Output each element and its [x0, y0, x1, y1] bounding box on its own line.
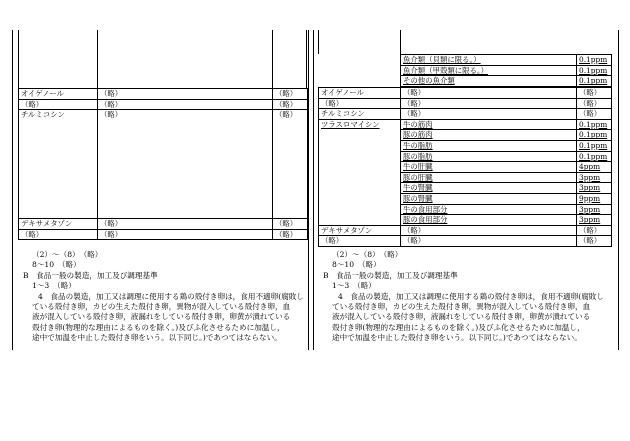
text-line: 液が混入している殻付き卵，液漏れをしている殻付き卵，卵黄が潰れている: [32, 312, 291, 322]
table-row: [401, 65, 612, 76]
food-cell: その他の魚介類: [401, 76, 577, 87]
table-row: [319, 236, 612, 247]
substance-name: （略）: [319, 98, 401, 109]
value-cell: （略）: [577, 88, 612, 99]
table-row: [19, 89, 308, 100]
value-cell: （略）: [577, 109, 612, 120]
paragraph-4: [318, 292, 616, 344]
value-cell: 0.1ppm: [577, 130, 612, 141]
right-page-border: [618, 30, 619, 350]
food-cell: 豚の肝臓: [401, 172, 577, 183]
food-cell: （略）: [401, 109, 577, 120]
food-cell: 魚介類（甲殻類に限る。）: [401, 65, 577, 76]
text-line: （2）～（8） （略）: [332, 250, 403, 259]
text-line: 1～3 （略）: [32, 281, 76, 291]
table-row: [19, 110, 308, 219]
text-line: （2）～（8） （略）: [32, 250, 103, 259]
substance-name: （略）: [19, 229, 98, 240]
table-row: [319, 109, 612, 120]
substance-name-tulathromycin: ツラスロマイシン: [319, 119, 401, 225]
left-body-text: [18, 250, 308, 344]
food-cell: 牛の食用部分: [401, 204, 577, 215]
text-line: 途中で加温を中止した殻付き卵をいう。以下同じ。)であつてはならない。: [332, 333, 582, 343]
value-cell: （略）: [577, 236, 612, 247]
right-body-text: [318, 250, 616, 344]
text-line: 途中で加温を中止した殻付き卵をいう。以下同じ。)であつてはならない。: [32, 333, 282, 343]
text-line: 4 食品の製造，加工又は調理に使用する鶏の殻付き卵は，食用不適卵(腐敗し: [338, 291, 604, 301]
value-cell: （略）: [273, 89, 308, 100]
substance-name: チルミコシン: [319, 109, 401, 120]
left-table-col-line: [272, 30, 273, 88]
food-cell: （略）: [401, 236, 577, 247]
text-line: B 食品一般の製造，加工及び調理基準: [23, 270, 158, 280]
value-cell: （略）: [273, 219, 308, 230]
value-cell: 0.1ppm: [577, 119, 612, 130]
limit-cell: （略）: [98, 99, 273, 110]
value-cell: 0.1ppm: [577, 151, 612, 162]
food-cell: 豚の腎臓: [401, 193, 577, 204]
substance-name: （略）: [319, 236, 401, 247]
value-cell: 0.1ppm: [577, 65, 612, 76]
paragraph-4: [18, 292, 308, 344]
food-cell: 豚の筋肉: [401, 130, 577, 141]
value-cell: 4ppm: [577, 162, 612, 173]
text-line: 1～3 （略）: [332, 281, 376, 291]
food-cell: 牛の肝臓: [401, 162, 577, 173]
left-page-border: [12, 30, 13, 350]
value-cell: 9ppm: [577, 193, 612, 204]
food-cell: 魚介類（貝類に限る。）: [401, 55, 577, 66]
food-cell: （略）: [401, 88, 577, 99]
right-residue-table: [318, 87, 612, 247]
text-line: 殻付き卵(物理的な理由によるものを除く。)及びふ化させるために加温し，: [32, 322, 285, 332]
food-cell: 牛の腎臓: [401, 183, 577, 194]
table-row: [319, 225, 612, 236]
left-residue-table: [18, 88, 308, 240]
substance-name: オイゲノール: [19, 89, 98, 100]
value-cell: 0.1ppm: [577, 55, 612, 66]
text-line: ている殻付き卵，カビの生えた殻付き卵，異物が混入している殻付き卵，血: [332, 302, 591, 312]
limit-cell: （略）: [98, 219, 273, 230]
center-divider-right: [313, 30, 314, 350]
limit-cell: （略）: [98, 229, 273, 240]
right-table-col-line: [318, 30, 319, 54]
text-line: 8～10 （略）: [32, 260, 81, 270]
limit-cell: （略）: [98, 89, 273, 100]
left-table-col-line: [18, 30, 19, 88]
food-cell: 牛の脂肪: [401, 140, 577, 151]
table-row: [319, 88, 612, 99]
left-table-col-line: [306, 30, 307, 88]
substance-name: デキサメタゾン: [19, 219, 98, 230]
limit-cell: （略）: [98, 110, 273, 219]
value-cell: 0.1ppm: [577, 76, 612, 87]
text-line: 液が混入している殻付き卵，液漏れをしている殻付き卵，卵黄が潰れている: [332, 312, 591, 322]
food-cell: 豚の食用部分: [401, 215, 577, 226]
value-cell: （略）: [577, 98, 612, 109]
substance-name: チルミコシン: [19, 110, 98, 219]
left-table-col-line: [97, 30, 98, 88]
value-cell: （略）: [273, 110, 308, 219]
food-cell: （略）: [401, 225, 577, 236]
value-cell: 0.1ppm: [577, 140, 612, 151]
table-row: [19, 219, 308, 230]
value-cell: （略）: [273, 99, 308, 110]
value-cell: （略）: [273, 229, 308, 240]
substance-name: オイゲノール: [319, 88, 401, 99]
substance-name: デキサメタゾン: [319, 225, 401, 236]
value-cell: 3ppm: [577, 172, 612, 183]
food-cell: （略）: [401, 98, 577, 109]
text-line: ている殻付き卵，カビの生えた殻付き卵，異物が混入している殻付き卵，血: [32, 302, 291, 312]
table-row: [401, 55, 612, 66]
text-line: 4 食品の製造，加工又は調理に使用する鶏の殻付き卵は，食用不適卵(腐敗し: [38, 291, 304, 301]
right-top-rows: [400, 54, 612, 87]
value-cell: 3ppm: [577, 204, 612, 215]
table-row: [319, 98, 612, 109]
table-row: [19, 229, 308, 240]
food-cell: 牛の筋肉: [401, 119, 577, 130]
table-row: [401, 76, 612, 87]
value-cell: 3ppm: [577, 215, 612, 226]
table-row: [19, 99, 308, 110]
text-line: 8～10 （略）: [332, 260, 381, 270]
right-table-col-line: [400, 30, 401, 54]
value-cell: 3ppm: [577, 183, 612, 194]
center-divider-left: [308, 30, 309, 350]
value-cell: （略）: [577, 225, 612, 236]
food-cell: 豚の脂肪: [401, 151, 577, 162]
text-line: 殻付き卵(物理的な理由によるものを除く。)及びふ化させるために加温し，: [332, 322, 585, 332]
text-line: B 食品一般の製造，加工及び調理基準: [323, 270, 458, 280]
table-row: [319, 119, 612, 130]
substance-name: （略）: [19, 99, 98, 110]
